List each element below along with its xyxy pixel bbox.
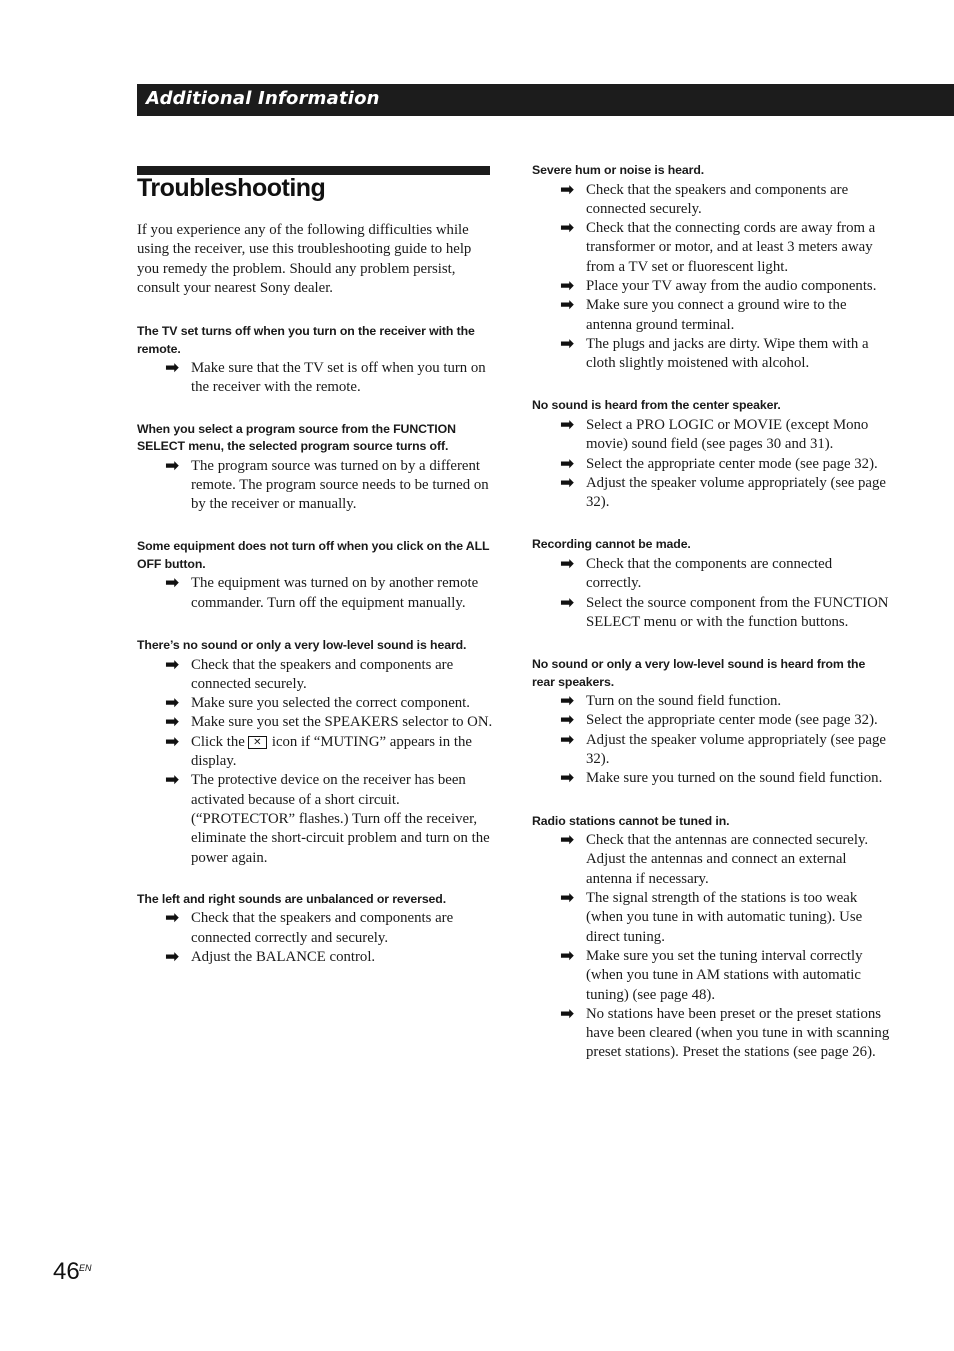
problem-heading: Radio stations cannot be tuned in. bbox=[532, 813, 730, 828]
remedy-list bbox=[532, 831, 890, 1063]
remedy-item bbox=[532, 731, 890, 770]
remedy-item bbox=[532, 711, 890, 730]
remedy-item bbox=[137, 713, 495, 732]
arrow-icon: ➡ bbox=[560, 218, 575, 239]
arrow-icon: ➡ bbox=[165, 770, 180, 791]
remedy-text: Make sure you set the SPEAKERS selector to ON. bbox=[191, 714, 493, 731]
remedy-text: Make sure you set the tuning interval correctly (when you tune in AM stations with automatic tuning) (see page 48). bbox=[586, 947, 863, 1003]
remedy-item bbox=[532, 335, 890, 374]
remedy-text: The signal strength of the stations is too weak (when you tune in with automatic tuning). Use direct tuning. bbox=[586, 890, 863, 945]
arrow-icon: ➡ bbox=[560, 691, 575, 712]
arrow-icon: ➡ bbox=[560, 888, 575, 909]
problem-heading: No sound or only a very low-level sound is heard from the rear speakers. bbox=[532, 657, 866, 689]
remedy-list bbox=[137, 457, 495, 515]
troubleshooting-section bbox=[137, 323, 495, 398]
arrow-icon: ➡ bbox=[165, 654, 180, 675]
remedy-item bbox=[532, 889, 890, 947]
troubleshooting-section bbox=[137, 891, 495, 967]
remedy-text: Select the appropriate center mode (see page 32). bbox=[586, 712, 878, 729]
remedy-item bbox=[137, 909, 495, 948]
remedy-item bbox=[137, 771, 495, 867]
remedy-text: The program source was turned on by a different remote. The program source needs to be turned on by the receiver or manually. bbox=[191, 457, 489, 513]
arrow-icon: ➡ bbox=[560, 729, 575, 750]
remedy-item bbox=[137, 457, 495, 515]
problem-heading: Some equipment does not turn off when you click on the ALL OFF button. bbox=[137, 539, 490, 571]
arrow-icon: ➡ bbox=[560, 179, 575, 200]
intro-paragraph: If you experience any of the following difficulties while using the receiver, use this troubleshooting guide to help you remedy the problem. Should any problem persist, consult your nearest Sony dealer. bbox=[137, 222, 472, 296]
troubleshooting-section bbox=[532, 162, 890, 373]
page-number: 46 bbox=[53, 1258, 80, 1285]
remedy-text: Make sure you connect a ground wire to the antenna ground terminal. bbox=[586, 297, 847, 333]
arrow-icon: ➡ bbox=[560, 414, 575, 435]
problem-heading: Severe hum or noise is heard. bbox=[532, 163, 705, 177]
remedy-list bbox=[137, 656, 495, 868]
troubleshooting-section bbox=[532, 536, 890, 632]
arrow-icon: ➡ bbox=[165, 455, 180, 476]
section-header-bar bbox=[137, 84, 954, 116]
arrow-icon: ➡ bbox=[560, 592, 575, 613]
troubleshooting-section bbox=[532, 656, 890, 788]
problem-heading: There’s no sound or only a very low-level sound is heard. bbox=[137, 638, 467, 653]
arrow-icon: ➡ bbox=[165, 573, 180, 594]
mute-icon: ✕ bbox=[248, 736, 267, 749]
remedy-item bbox=[532, 277, 890, 296]
troubleshooting-section bbox=[137, 637, 495, 868]
remedy-item bbox=[137, 574, 495, 613]
remedy-item bbox=[532, 219, 890, 277]
arrow-icon: ➡ bbox=[560, 710, 575, 731]
page-number-suffix: EN bbox=[79, 1263, 92, 1273]
arrow-icon: ➡ bbox=[560, 830, 575, 851]
arrow-icon: ➡ bbox=[165, 731, 180, 752]
troubleshooting-section bbox=[532, 813, 890, 1063]
problem-heading: The left and right sounds are unbalanced or reversed. bbox=[137, 891, 447, 906]
troubleshooting-section bbox=[532, 397, 890, 512]
arrow-icon: ➡ bbox=[560, 275, 575, 296]
remedy-item bbox=[532, 455, 890, 474]
right-column bbox=[532, 162, 890, 1063]
arrow-icon: ➡ bbox=[165, 712, 180, 733]
remedy-text: The protective device on the receiver has been activated because of a short circuit. (“PROTECTOR” flashes.) Turn off the receiver, eliminate the short-circuit problem and turn on the power again. bbox=[191, 772, 490, 866]
remedy-item bbox=[532, 1005, 890, 1063]
remedy-text: Select a PRO LOGIC or MOVIE (except Mono movie) sound field (see pages 30 and 31). bbox=[586, 416, 869, 453]
section-header-label: Additional Information bbox=[146, 88, 380, 109]
troubleshooting-section bbox=[137, 538, 495, 613]
problem-heading: No sound is heard from the center speaker. bbox=[532, 398, 781, 413]
remedy-item bbox=[532, 416, 890, 455]
remedy-text: Make sure you turned on the sound field function. bbox=[586, 770, 883, 787]
remedy-item bbox=[532, 692, 890, 711]
arrow-icon: ➡ bbox=[165, 693, 180, 714]
remedy-list bbox=[137, 574, 495, 613]
left-column bbox=[137, 323, 495, 967]
remedy-text: Click the bbox=[191, 733, 245, 750]
remedy-item bbox=[532, 831, 890, 889]
remedy-list bbox=[532, 181, 890, 374]
remedy-text: Check that the speakers and components are connected securely. bbox=[191, 656, 454, 692]
problem-heading: The TV set turns off when you turn on the receiver with the remote. bbox=[137, 324, 475, 356]
remedy-text: Turn on the sound field function. bbox=[586, 693, 782, 710]
problem-heading: Recording cannot be made. bbox=[532, 537, 691, 552]
arrow-icon: ➡ bbox=[560, 1003, 575, 1024]
remedy-text: Place your TV away from the audio components. bbox=[586, 277, 877, 294]
remedy-item bbox=[532, 474, 890, 513]
arrow-icon: ➡ bbox=[560, 553, 575, 574]
remedy-text: Check that the connecting cords are away from a transformer or motor, and at least 3 meters away from a TV set or fluorescent light. bbox=[586, 220, 876, 275]
remedy-list bbox=[137, 359, 495, 398]
remedy-text: Check that the antennas are connected securely. Adjust the antennas and connect an external antenna if necessary. bbox=[586, 832, 869, 887]
problem-heading: When you select a program source from the FUNCTION SELECT menu, the selected program source turns off. bbox=[137, 421, 456, 454]
remedy-text: The equipment was turned on by another remote commander. Turn off the equipment manually. bbox=[191, 575, 479, 611]
arrow-icon: ➡ bbox=[165, 358, 180, 378]
remedy-text: No stations have been preset or the preset stations have been cleared (when you tune in with scanning preset stations). Preset the stations (see page 26). bbox=[586, 1005, 890, 1061]
arrow-icon: ➡ bbox=[165, 946, 180, 967]
page-title: Troubleshooting bbox=[137, 174, 326, 202]
arrow-icon: ➡ bbox=[560, 333, 575, 354]
remedy-text: Check that the speakers and components are connected securely. bbox=[586, 181, 849, 217]
remedy-text: Adjust the speaker volume appropriately (see page 32). bbox=[586, 731, 886, 768]
remedy-item bbox=[532, 769, 890, 788]
remedy-item bbox=[532, 594, 890, 633]
remedy-text: Make sure that the TV set is off when you turn on the receiver with the remote. bbox=[191, 360, 486, 396]
remedy-text: Select the appropriate center mode (see page 32). bbox=[586, 455, 878, 472]
remedy-text: Adjust the speaker volume appropriately (see page 32). bbox=[586, 474, 886, 511]
remedy-list bbox=[532, 555, 890, 632]
arrow-icon: ➡ bbox=[165, 908, 180, 929]
remedy-item bbox=[137, 359, 495, 398]
remedy-text: Adjust the BALANCE control. bbox=[191, 948, 376, 965]
remedy-list bbox=[137, 909, 495, 967]
arrow-icon: ➡ bbox=[560, 453, 575, 474]
remedy-item bbox=[137, 694, 495, 713]
remedy-text: Select the source component from the FUNCTION SELECT menu or with the function buttons. bbox=[586, 594, 889, 630]
arrow-icon: ➡ bbox=[560, 295, 575, 316]
remedy-item bbox=[137, 656, 495, 695]
remedy-text: icon if “MUTING” appears in the display. bbox=[191, 733, 472, 770]
remedy-item bbox=[532, 555, 890, 594]
remedy-list bbox=[532, 692, 890, 788]
remedy-text: The plugs and jacks are dirty. Wipe them with a cloth slightly moistened with alcohol. bbox=[586, 335, 869, 372]
remedy-item bbox=[137, 733, 495, 772]
arrow-icon: ➡ bbox=[560, 472, 575, 493]
remedy-item bbox=[137, 948, 495, 967]
remedy-text: Check that the components are connected correctly. bbox=[586, 555, 833, 592]
remedy-text: Check that the speakers and components are connected correctly and securely. bbox=[191, 910, 454, 946]
remedy-item bbox=[532, 181, 890, 220]
remedy-item bbox=[532, 947, 890, 1005]
arrow-icon: ➡ bbox=[560, 768, 575, 789]
remedy-text: Make sure you selected the correct component. bbox=[191, 695, 470, 712]
arrow-icon: ➡ bbox=[560, 945, 575, 966]
remedy-item bbox=[532, 296, 890, 335]
remedy-list bbox=[532, 416, 890, 512]
troubleshooting-section bbox=[137, 421, 495, 515]
